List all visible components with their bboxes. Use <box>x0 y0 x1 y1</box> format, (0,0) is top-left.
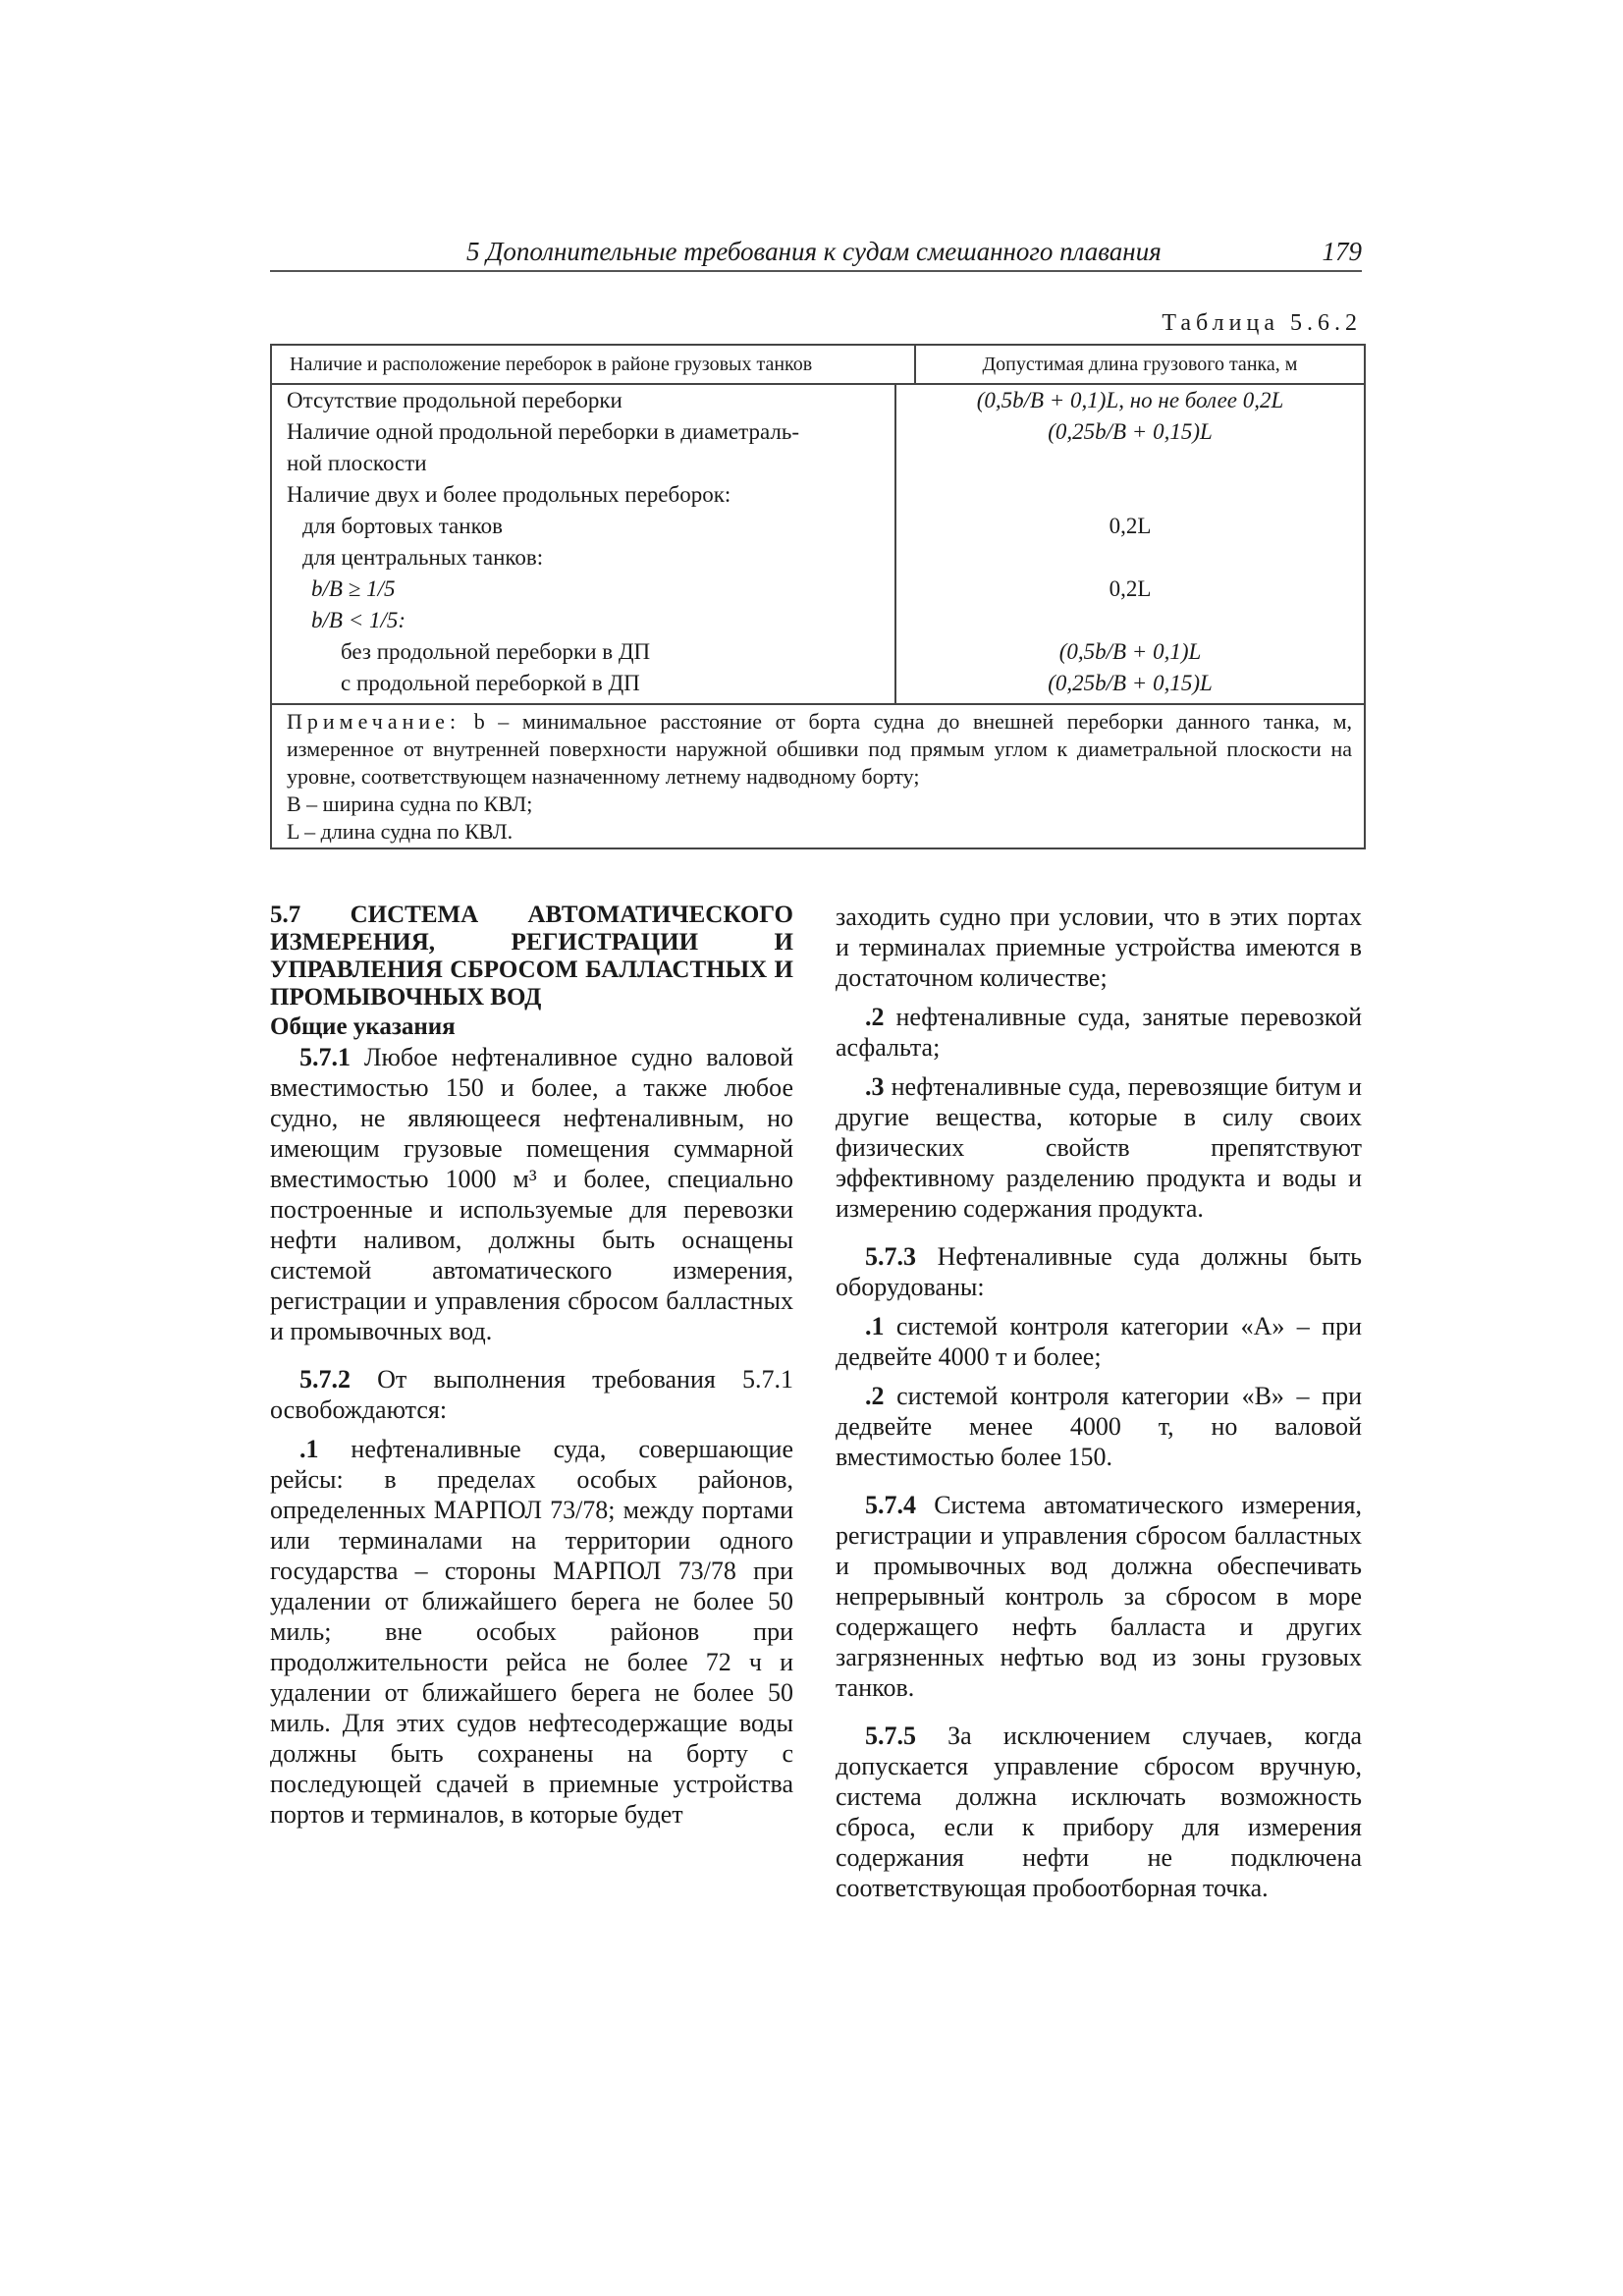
clause-number: .1 <box>299 1435 319 1463</box>
note-l-line: L – длина судна по КВЛ. <box>287 819 514 844</box>
running-head-title: 5 Дополнительные требования к судам смешанного плавания <box>466 237 1162 266</box>
paragraph-5-7-4: 5.7.4 Система автоматического измерения, регистрации и управления сбросом балластных и промывочных вод должна обеспечивать непрерывный контроль за сбросом в море содержащего нефть балласта и других загрязненных нефтью вод из зоны грузовых танков. <box>836 1491 1362 1702</box>
table-row-label: Наличие двух и более продольных переборок: <box>287 482 731 507</box>
clause-number: .2 <box>865 1382 885 1410</box>
paragraph-5-7-2: 5.7.2 От выполнения требования 5.7.1 освобождаются: <box>270 1365 793 1424</box>
table-row-label: b/B < 1/5: <box>311 608 406 632</box>
clause-number: 5.7.1 <box>299 1043 351 1071</box>
table-note <box>272 705 1364 847</box>
table-row-label: без продольной переборки в ДП <box>341 639 651 664</box>
table-row-label: b/B ≥ 1/5 <box>311 576 396 601</box>
table-header-length: Допустимая длина грузового танка, м <box>982 354 1298 375</box>
running-head <box>270 237 1362 272</box>
table-caption: Таблица 5.6.2 <box>1162 310 1362 336</box>
table-row-label: с продольной переборкой в ДП <box>341 671 640 695</box>
note-label: Примечание: <box>287 709 461 734</box>
paragraph-5-7-3: 5.7.3 Нефтеналивные суда должны быть оборудованы: <box>836 1242 1363 1301</box>
table-row-label: Отсутствие продольной переборки <box>287 388 622 412</box>
table-row-label: Наличие одной продольной переборки в диаметраль- <box>287 419 800 444</box>
note-b-line: B – ширина судна по КВЛ; <box>287 792 533 816</box>
paragraph-5-7-2-1: .1 нефтеналивные суда, совершающие рейсы: в пределах особых районов, определенных МАРПОЛ 73/78; между портами или терминалами на территории одного государства – стороны МАРПОЛ 73/78 при удалении от ближайшего берега не более 50 миль; вне особых районов при продолжительности рейса не более 72 ч и удалении от ближайшего берега не более 50 миль. Для этих судов нефтесодержащие воды должны быть сохранены на борту с последующей сдачей в приемные устройства портов и терминалов, в которые будет <box>270 1435 793 1829</box>
table-row-value: (0,5b/B + 0,1)L, но не более 0,2L <box>976 388 1284 412</box>
paragraph-5-7-2-1-continued: заходить судно при условии, что в этих портах и терминалах приемные устройства имеются в достаточном количестве; <box>836 902 1362 992</box>
page-number: 179 <box>1322 237 1362 266</box>
clause-number: .2 <box>865 1003 885 1031</box>
table-row-label: ной плоскости <box>287 451 427 475</box>
paragraph-5-7-1: 5.7.1 Любое нефтеналивное судно валовой вместимостью 150 и более, а также любое судно, не являющееся нефтеналивным, но имеющим грузовые помещения суммарной вместимостью 1000 м³ и более, специально построенные и используемые для перевозки нефти наливом, должны быть оснащены системой автоматического измерения, регистрации и управления сбросом балластных и промывочных вод. <box>270 1043 793 1345</box>
clause-number: 5.7.4 <box>865 1491 916 1519</box>
table-row-label: для бортовых танков <box>302 514 503 538</box>
table-row-value: (0,25b/B + 0,15)L <box>1048 419 1213 444</box>
note-text: b – минимальное расстояние от борта судна до внешней переборки данного танка, м, измеренное от внутренней поверхности наружной обшивки под прямым углом к диаметральной плоскости на уровне, соответствующем назначенному летнему надводному борту; <box>287 709 1353 789</box>
paragraph-5-7-2-3: .3 нефтеналивные суда, перевозящие битум и другие вещества, которые в силу своих физических свойств препятствуют эффективному разделению продукта и воды и измерению содержания продукта. <box>836 1072 1362 1223</box>
table-col-length <box>896 385 1364 703</box>
text-column-right <box>836 902 1362 1903</box>
paragraph-5-7-5: 5.7.5 За исключением случаев, когда допускается управление сбросом вручную, система должна исключать возможность сброса, если к прибору для измерения содержания нефти не подключена соответствующая пробоотборная точка. <box>836 1722 1362 1902</box>
paragraph-5-7-3-2: .2 системой контроля категории «В» – при дедвейте менее 4000 т, но валовой вместимостью более 150. <box>836 1382 1362 1471</box>
table-col-arrangement <box>272 385 896 703</box>
table-row-value: (0,5b/B + 0,1)L <box>1058 639 1202 664</box>
table-row-value: 0,2L <box>1109 576 1152 601</box>
section-title: 5.7 СИСТЕМА АВТОМАТИЧЕСКОГО ИЗМЕРЕНИЯ, РЕГИСТРАЦИИ И УПРАВЛЕНИЯ СБРОСОМ БАЛЛАСТНЫХ И ПРОМЫВОЧНЫХ ВОД <box>270 902 793 1011</box>
clause-number: .1 <box>865 1312 885 1340</box>
section-subtitle: Общие указания <box>270 1013 456 1040</box>
table-header-row <box>272 346 1364 385</box>
table-row-label: для центральных танков: <box>302 545 544 570</box>
bulkhead-table <box>270 344 1366 849</box>
table-row-value: (0,25b/B + 0,15)L <box>1048 671 1213 695</box>
text-column-left <box>270 902 793 1830</box>
clause-number: 5.7.5 <box>865 1722 916 1750</box>
clause-number: 5.7.2 <box>299 1365 351 1394</box>
table-header-arrangement: Наличие и расположение переборок в районе грузовых танков <box>272 346 916 383</box>
table-row-value: 0,2L <box>1109 514 1152 538</box>
clause-number: 5.7.3 <box>865 1242 916 1271</box>
clause-number: .3 <box>865 1072 885 1101</box>
paragraph-5-7-2-2: .2 нефтеналивные суда, занятые перевозкой асфальта; <box>836 1003 1363 1062</box>
paragraph-5-7-3-1: .1 системой контроля категории «А» – при дедвейте 4000 т и более; <box>836 1312 1363 1371</box>
table-body <box>272 385 1364 705</box>
